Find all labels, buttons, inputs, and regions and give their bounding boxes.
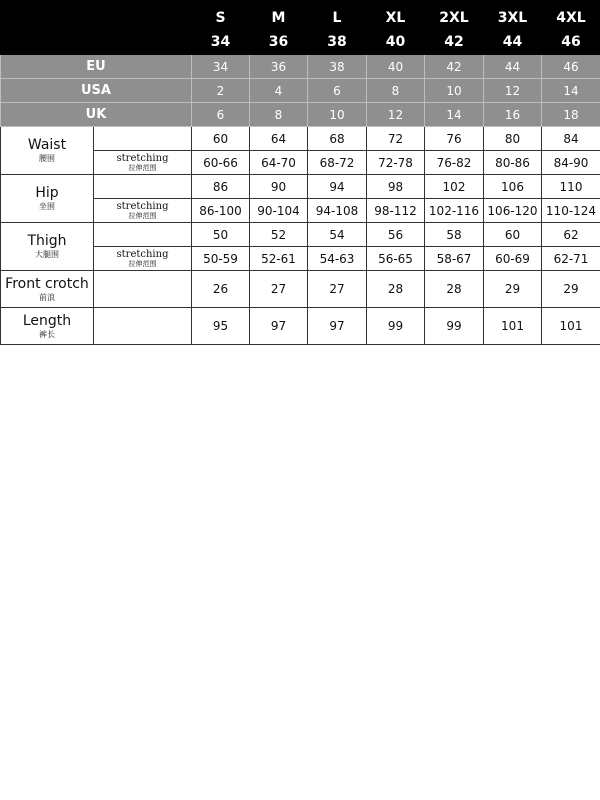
size-number-46: 46: [542, 32, 600, 55]
stretch-value: 58-67: [425, 247, 484, 271]
header-blank-cell: [1, 1, 192, 55]
stretch-value: 102-116: [425, 199, 484, 223]
size-header-3xl: 3XL: [484, 1, 542, 32]
conversion-value: 18: [542, 103, 600, 127]
measurement-name-cn: 腰围: [39, 154, 55, 164]
measurement-value: 27: [250, 271, 308, 308]
stretch-value: 60-66: [192, 151, 250, 175]
conversion-value: 2: [192, 79, 250, 103]
measurement-value: 97: [308, 308, 367, 345]
size-number-38: 38: [308, 32, 367, 55]
measurement-name-cn: 前浪: [39, 292, 55, 302]
measurement-value: 84: [542, 127, 600, 151]
measurement-name: Length: [22, 312, 72, 329]
size-header-m: M: [250, 1, 308, 32]
size-header-4xl: 4XL: [542, 1, 600, 32]
conversion-value: 44: [484, 55, 542, 79]
stretch-value: 80-86: [484, 151, 542, 175]
stretch-label: stretching: [116, 153, 169, 164]
measurement-value: 80: [484, 127, 542, 151]
conversion-value: 10: [308, 103, 367, 127]
measurement-sub-blank: [94, 271, 192, 308]
measurement-row-length: [1, 308, 600, 345]
measurement-value: 99: [367, 308, 425, 345]
stretch-value: 72-78: [367, 151, 425, 175]
stretch-value: 60-69: [484, 247, 542, 271]
measurement-value: 99: [425, 308, 484, 345]
size-header-xl: XL: [367, 1, 425, 32]
stretch-label-cn: 拉伸范围: [128, 212, 157, 220]
size-table: [0, 0, 600, 345]
measurement-row-front-crotch: [1, 271, 600, 308]
measurement-value: 56: [367, 223, 425, 247]
stretch-value: 68-72: [308, 151, 367, 175]
measurement-row-waist: [1, 127, 600, 151]
conversion-value: 16: [484, 103, 542, 127]
stretch-value: 56-65: [367, 247, 425, 271]
measurement-value: 29: [542, 271, 600, 308]
stretch-value: 84-90: [542, 151, 600, 175]
conversion-value: 8: [250, 103, 308, 127]
stretch-value: 110-124: [542, 199, 600, 223]
measurement-value: 72: [367, 127, 425, 151]
measurement-sub-blank: [94, 223, 192, 247]
measurement-value: 62: [542, 223, 600, 247]
conversion-value: 8: [367, 79, 425, 103]
size-header-s: S: [192, 1, 250, 32]
measurement-value: 50: [192, 223, 250, 247]
measurement-value: 101: [542, 308, 600, 345]
stretch-value: 52-61: [250, 247, 308, 271]
conversion-value: 46: [542, 55, 600, 79]
conversion-label: UK: [1, 103, 192, 127]
measurement-value: 90: [250, 175, 308, 199]
conversion-row-eu: [1, 55, 600, 79]
stretch-value: 86-100: [192, 199, 250, 223]
measurement-value: 68: [308, 127, 367, 151]
stretch-value: 98-112: [367, 199, 425, 223]
conversion-row-usa: [1, 79, 600, 103]
measurement-name: Thigh: [27, 233, 67, 250]
measurement-value: 60: [484, 223, 542, 247]
conversion-value: 6: [308, 79, 367, 103]
conversion-row-uk: [1, 103, 600, 127]
conversion-label: EU: [1, 55, 192, 79]
header-size-row: [1, 1, 600, 32]
size-number-42: 42: [425, 32, 484, 55]
conversion-value: 40: [367, 55, 425, 79]
stretch-label: stretching: [116, 201, 169, 212]
size-number-36: 36: [250, 32, 308, 55]
conversion-value: 42: [425, 55, 484, 79]
size-header-2xl: 2XL: [425, 1, 484, 32]
measurement-value: 94: [308, 175, 367, 199]
conversion-value: 10: [425, 79, 484, 103]
size-number-40: 40: [367, 32, 425, 55]
size-header-l: L: [308, 1, 367, 32]
stretch-value: 94-108: [308, 199, 367, 223]
stretch-value: 54-63: [308, 247, 367, 271]
measurement-name-cell: [1, 271, 94, 308]
size-table-body: [1, 1, 600, 345]
conversion-value: 12: [484, 79, 542, 103]
measurement-name-cn: 大腿围: [35, 250, 59, 260]
stretch-value: 76-82: [425, 151, 484, 175]
measurement-value: 76: [425, 127, 484, 151]
conversion-value: 4: [250, 79, 308, 103]
stretch-value: 90-104: [250, 199, 308, 223]
measurement-name-cell: [1, 175, 94, 223]
stretch-label-cn: 拉伸范围: [128, 260, 157, 268]
measurement-value: 95: [192, 308, 250, 345]
size-number-34: 34: [192, 32, 250, 55]
measurement-value: 52: [250, 223, 308, 247]
size-number-44: 44: [484, 32, 542, 55]
conversion-value: 6: [192, 103, 250, 127]
measurement-name: Hip: [35, 185, 59, 202]
stretch-value: 50-59: [192, 247, 250, 271]
measurement-value: 27: [308, 271, 367, 308]
conversion-value: 34: [192, 55, 250, 79]
measurement-name-cell: [1, 308, 94, 345]
measurement-value: 28: [425, 271, 484, 308]
stretch-value: 64-70: [250, 151, 308, 175]
conversion-label: USA: [1, 79, 192, 103]
stretch-label-cn: 拉伸范围: [128, 164, 157, 172]
measurement-value: 102: [425, 175, 484, 199]
conversion-value: 14: [425, 103, 484, 127]
conversion-value: 38: [308, 55, 367, 79]
measurement-sub-blank: [94, 308, 192, 345]
measurement-name-cn: 坐围: [39, 202, 55, 212]
measurement-value: 64: [250, 127, 308, 151]
measurement-value: 98: [367, 175, 425, 199]
measurement-value: 29: [484, 271, 542, 308]
measurement-value: 26: [192, 271, 250, 308]
conversion-value: 14: [542, 79, 600, 103]
stretch-label: stretching: [116, 249, 169, 260]
measurement-name-cn: 裤长: [39, 329, 55, 339]
measurement-value: 54: [308, 223, 367, 247]
measurement-value: 106: [484, 175, 542, 199]
measurement-sub-blank: [94, 127, 192, 151]
measurement-value: 110: [542, 175, 600, 199]
measurement-row-thigh: [1, 223, 600, 247]
measurement-name-cell: [1, 223, 94, 271]
measurement-name: Front crotch: [5, 275, 89, 292]
stretch-value: 62-71: [542, 247, 600, 271]
measurement-value: 86: [192, 175, 250, 199]
conversion-value: 36: [250, 55, 308, 79]
stretch-label-cell: [94, 199, 192, 223]
measurement-sub-blank: [94, 175, 192, 199]
measurement-value: 28: [367, 271, 425, 308]
measurement-value: 101: [484, 308, 542, 345]
conversion-value: 12: [367, 103, 425, 127]
measurement-row-hip: [1, 175, 600, 199]
stretch-label-cell: [94, 151, 192, 175]
measurement-name-cell: [1, 127, 94, 175]
size-chart: [0, 0, 600, 345]
stretch-value: 106-120: [484, 199, 542, 223]
stretch-label-cell: [94, 247, 192, 271]
measurement-value: 58: [425, 223, 484, 247]
measurement-value: 97: [250, 308, 308, 345]
measurement-name: Waist: [27, 137, 67, 154]
measurement-value: 60: [192, 127, 250, 151]
